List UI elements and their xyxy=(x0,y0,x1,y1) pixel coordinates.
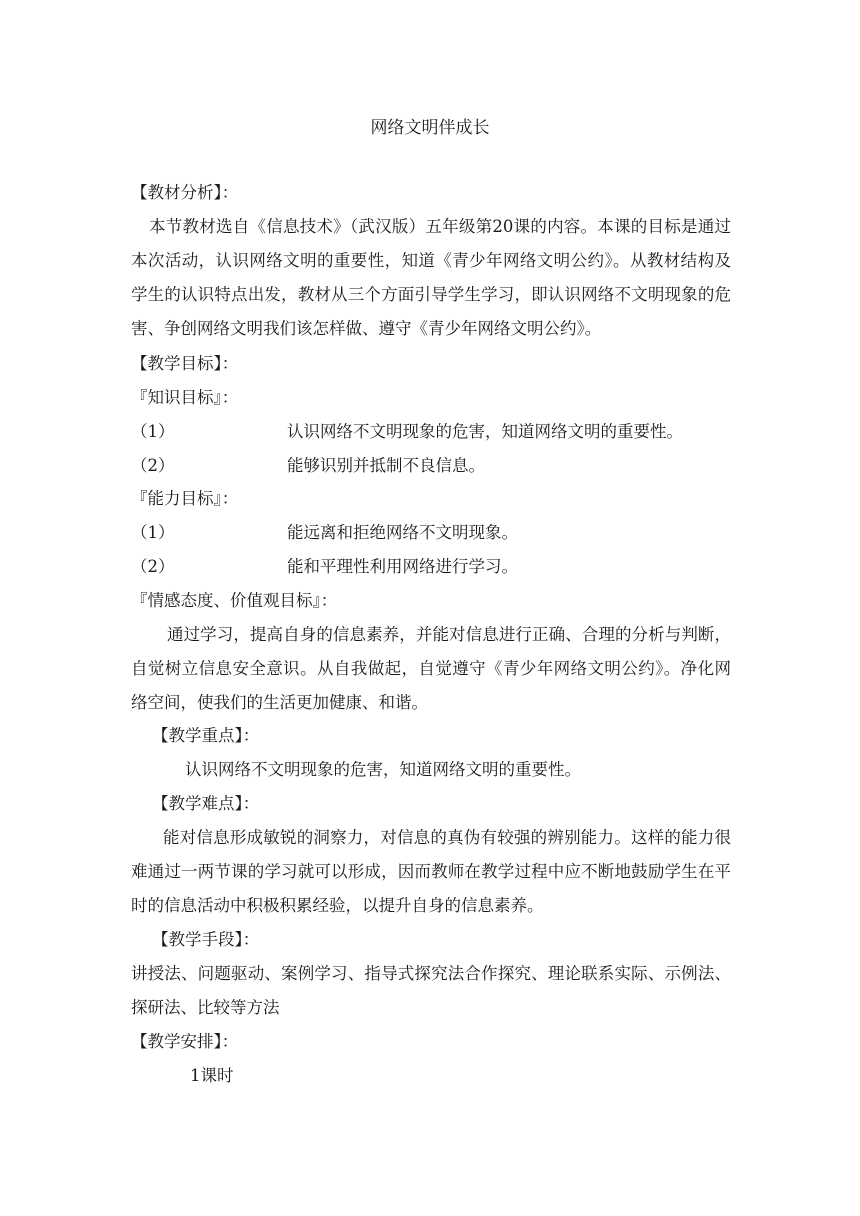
knowledge-item-2-text: 能够识别并抵制不良信息。 xyxy=(287,456,485,475)
knowledge-heading: 『知识目标』： xyxy=(131,388,239,407)
key-text: 认识网络不文明现象的危害，知道网络文明的重要性。 xyxy=(185,760,581,779)
difficulty-heading: 【教学难点】： xyxy=(152,794,260,813)
schedule-text: 1课时 xyxy=(190,1066,234,1085)
goals-heading: 【教学目标】： xyxy=(131,354,239,373)
ability-item-1-number: （1） xyxy=(131,523,175,542)
schedule-heading: 【教学安排】： xyxy=(131,1032,239,1051)
means-paragraph: 讲授法、问题驱动、案例学习、指导式探究法合作探究、理论联系实际、示例法、探研法、比较等方法 xyxy=(131,964,731,1017)
page-title: 网络文明伴成长 xyxy=(370,118,490,138)
means-heading: 【教学手段】： xyxy=(152,930,260,949)
difficulty-paragraph: 能对信息形成敏锐的洞察力，对信息的真伪有较强的辨别能力。这样的能力很难通过一两节课的学习就可以形成，因而教师在教学过程中应不断地鼓励学生在平时的信息活动中积极积累经验，以提升自身的信息素养。 xyxy=(131,828,731,915)
knowledge-item-1-number: （1） xyxy=(131,422,175,441)
ability-item-2-number: （2） xyxy=(131,557,175,576)
key-heading: 【教学重点】： xyxy=(152,726,260,745)
ability-item-1-text: 能远离和拒绝网络不文明现象。 xyxy=(287,523,518,542)
material-paragraph: 本节教材选自《信息技术》（武汉版）五年级第20课的内容。本课的目标是通过本次活动，认识网络文明的重要性，知道《青少年网络文明公约》。从教材结构及学生的认识特点出发，教材从三个方面引导学生学习，即认识网络不文明现象的危害、争创网络文明我们该怎样做、遵守《青少年网络文明公约》。 xyxy=(131,217,731,338)
knowledge-item-1-text: 认识网络不文明现象的危害，知道网络文明的重要性。 xyxy=(287,422,683,441)
knowledge-item-2-number: （2） xyxy=(131,456,175,475)
emotion-paragraph: 通过学习，提高自身的信息素养，并能对信息进行正确、合理的分析与判断，自觉树立信息安全意识。从自我做起，自觉遵守《青少年网络文明公约》。净化网络空间，使我们的生活更加健康、和谐。 xyxy=(131,625,731,712)
ability-heading: 『能力目标』： xyxy=(131,489,239,508)
material-heading: 【教材分析】： xyxy=(131,183,239,202)
ability-item-2-text: 能和平理性利用网络进行学习。 xyxy=(287,557,518,576)
emotion-heading: 『情感态度、价值观目标』： xyxy=(131,591,338,610)
